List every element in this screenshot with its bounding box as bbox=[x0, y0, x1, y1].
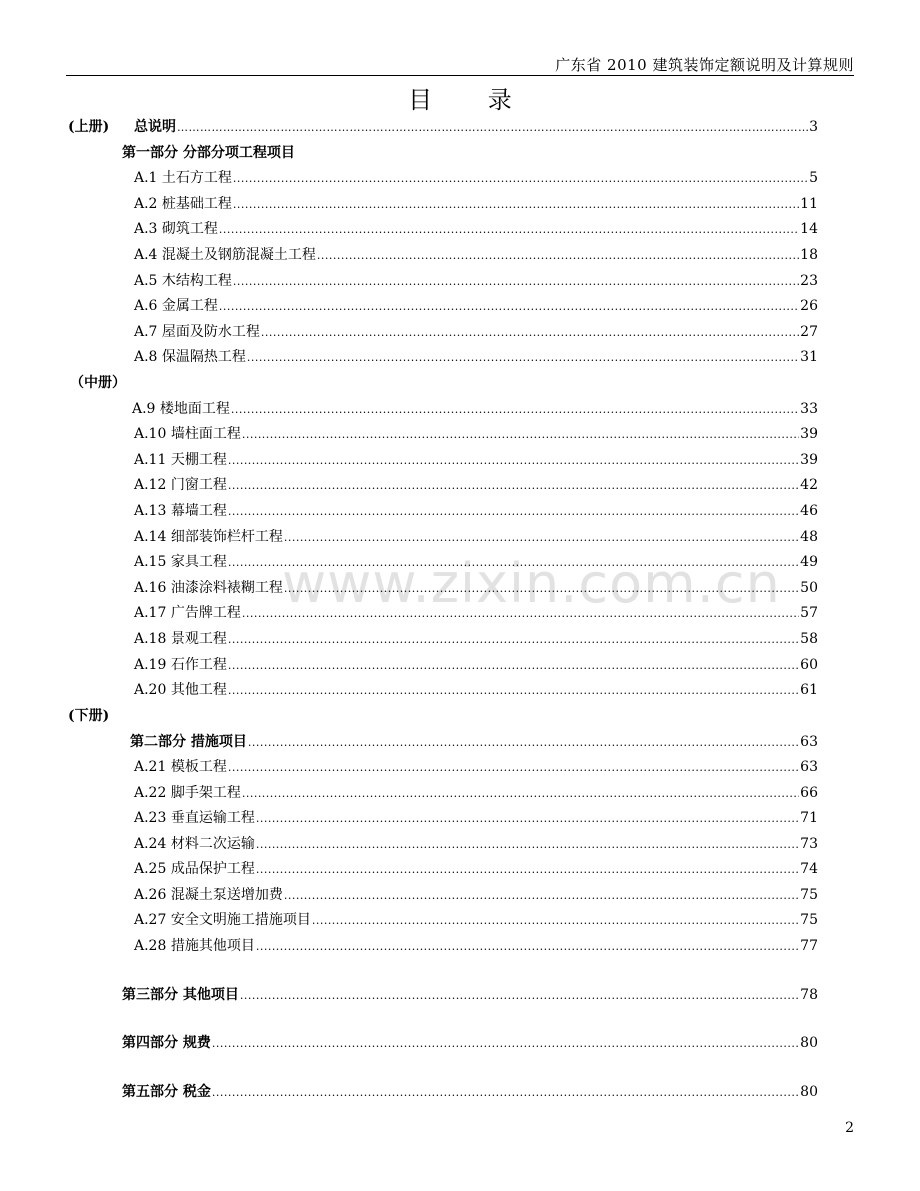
toc-entry-a7[interactable] bbox=[134, 321, 818, 341]
toc-entry-general[interactable] bbox=[68, 116, 818, 136]
toc-entry-label: A.2 桩基础工程 bbox=[134, 196, 232, 212]
toc-entry-label: A.4 混凝土及钢筋混凝土工程 bbox=[134, 247, 316, 263]
toc-entry-a24[interactable] bbox=[134, 833, 818, 853]
dot-leader bbox=[228, 761, 799, 774]
toc-entry-page: 3 bbox=[809, 119, 818, 135]
dot-leader bbox=[256, 863, 799, 876]
dot-leader bbox=[231, 403, 799, 416]
toc-entry-page: 60 bbox=[800, 657, 818, 673]
toc-entry-a5[interactable] bbox=[134, 270, 818, 290]
toc-entry-a25[interactable] bbox=[134, 858, 818, 878]
dot-leader bbox=[256, 838, 799, 851]
toc-entry-a10[interactable] bbox=[134, 423, 818, 443]
toc-entry-page: 73 bbox=[800, 836, 818, 852]
toc-entry-a1[interactable] bbox=[134, 167, 818, 187]
toc-entry-page: 14 bbox=[800, 221, 818, 237]
toc-entry-label: A.1 土石方工程 bbox=[134, 170, 232, 186]
toc-entry-a12[interactable] bbox=[134, 474, 818, 494]
toc-part-1[interactable] bbox=[122, 142, 295, 162]
dot-leader bbox=[219, 300, 799, 313]
toc-entry-page: 11 bbox=[800, 196, 818, 212]
toc-entry-a3[interactable] bbox=[134, 218, 818, 238]
toc-entry-a17[interactable] bbox=[134, 602, 818, 622]
toc-entry-a9[interactable] bbox=[132, 398, 818, 418]
toc-entry-label: A.11 天棚工程 bbox=[134, 452, 227, 468]
toc-entry-label: A.28 措施其他项目 bbox=[134, 938, 255, 954]
toc-entry-label: A.13 幕墙工程 bbox=[134, 503, 227, 519]
toc-entry-label: A.10 墙柱面工程 bbox=[134, 426, 241, 442]
toc-entry-page: 33 bbox=[800, 401, 818, 417]
toc-entry-a27[interactable] bbox=[134, 909, 818, 929]
dot-leader bbox=[233, 198, 799, 211]
toc-entry-label: A.21 模板工程 bbox=[134, 759, 227, 775]
toc-entry-a18[interactable] bbox=[134, 628, 818, 648]
dot-leader bbox=[284, 582, 799, 595]
toc-entry-a13[interactable] bbox=[134, 500, 818, 520]
toc-entry-a23[interactable] bbox=[134, 807, 818, 827]
toc-entry-a28[interactable] bbox=[134, 935, 818, 955]
toc-entry-page: 80 bbox=[800, 1035, 818, 1051]
dot-leader bbox=[242, 428, 799, 441]
dot-leader bbox=[284, 531, 799, 544]
toc-entry-page: 46 bbox=[800, 503, 818, 519]
dot-leader bbox=[228, 479, 799, 492]
toc-entry-label: A.17 广告牌工程 bbox=[134, 605, 241, 621]
toc-entry-page: 74 bbox=[800, 861, 818, 877]
toc-entry-page: 58 bbox=[800, 631, 818, 647]
toc-entry-page: 48 bbox=[800, 529, 818, 545]
watermark: www.zixin.com.cn bbox=[282, 552, 781, 615]
toc-entry-page: 42 bbox=[800, 477, 818, 493]
toc-entry-page: 39 bbox=[800, 426, 818, 442]
volume-label-upper: (上册) bbox=[68, 119, 110, 135]
toc-entry-page: 63 bbox=[800, 734, 818, 750]
toc-entry-page: 50 bbox=[800, 580, 818, 596]
toc-part-label: 第三部分 其他项目 bbox=[122, 987, 239, 1003]
toc-entry-label: A.20 其他工程 bbox=[134, 682, 227, 698]
toc-entry-label: A.27 安全文明施工措施项目 bbox=[134, 912, 311, 928]
toc-entry-label: A.8 保温隔热工程 bbox=[134, 349, 246, 365]
toc-entry-label: A.7 屋面及防水工程 bbox=[134, 324, 260, 340]
page-title: 目 录 bbox=[408, 86, 536, 114]
toc-entry-label: A.22 脚手架工程 bbox=[134, 785, 241, 801]
running-header: 广东省 2010 建筑装饰定额说明及计算规则 bbox=[555, 56, 854, 74]
toc-entry-page: 49 bbox=[800, 554, 818, 570]
page-number: 2 bbox=[845, 1120, 854, 1136]
dot-leader bbox=[248, 736, 799, 749]
toc-entry-a20[interactable] bbox=[134, 679, 818, 699]
toc-part-4[interactable] bbox=[122, 1032, 818, 1052]
dot-leader bbox=[312, 914, 799, 927]
volume-label-middle: （中册） bbox=[70, 375, 126, 391]
toc-entry-page: 75 bbox=[800, 912, 818, 928]
dot-leader bbox=[284, 889, 799, 902]
toc-entry-a19[interactable] bbox=[134, 654, 818, 674]
dot-leader bbox=[212, 1086, 799, 1099]
toc-entry-label: A.19 石作工程 bbox=[134, 657, 227, 673]
toc-entry-label: A.9 楼地面工程 bbox=[132, 401, 230, 417]
toc-entry-page: 61 bbox=[800, 682, 818, 698]
toc-entry-a11[interactable] bbox=[134, 449, 818, 469]
toc-entry-label: 总说明 bbox=[134, 119, 176, 135]
toc-entry-label: A.12 门窗工程 bbox=[134, 477, 227, 493]
toc-entry-page: 78 bbox=[800, 987, 818, 1003]
toc-entry-page: 77 bbox=[800, 938, 818, 954]
toc-entry-label: A.14 细部装饰栏杆工程 bbox=[134, 529, 283, 545]
dot-leader bbox=[212, 1037, 799, 1050]
toc-part-label: 第二部分 措施项目 bbox=[130, 734, 247, 750]
toc-entry-a21[interactable] bbox=[134, 756, 818, 776]
dot-leader bbox=[240, 989, 799, 1002]
dot-leader bbox=[242, 787, 799, 800]
toc-entry-page: 18 bbox=[800, 247, 818, 263]
toc-entry-label: A.25 成品保护工程 bbox=[134, 861, 255, 877]
toc-entry-label: A.24 材料二次运输 bbox=[134, 836, 255, 852]
dot-leader bbox=[228, 684, 799, 697]
toc-entry-a2[interactable] bbox=[134, 193, 818, 213]
toc-entry-page: 5 bbox=[809, 170, 818, 186]
toc-entry-page: 57 bbox=[800, 605, 818, 621]
toc-part-label: 第五部分 税金 bbox=[122, 1084, 211, 1100]
toc-part-label: 第四部分 规费 bbox=[122, 1035, 211, 1051]
toc-part-3[interactable] bbox=[122, 984, 818, 1004]
dot-leader bbox=[242, 607, 799, 620]
dot-leader bbox=[177, 121, 808, 134]
dot-leader bbox=[228, 633, 799, 646]
toc-part-2[interactable] bbox=[130, 731, 818, 751]
toc-entry-page: 31 bbox=[800, 349, 818, 365]
toc-entry-label: A.16 油漆涂料裱糊工程 bbox=[134, 580, 283, 596]
toc-entry-page: 26 bbox=[800, 298, 818, 314]
toc-entry-label: A.5 木结构工程 bbox=[134, 273, 232, 289]
dot-leader bbox=[228, 659, 799, 672]
toc-entry-label: A.6 金属工程 bbox=[134, 298, 218, 314]
toc-entry-page: 27 bbox=[800, 324, 818, 340]
toc-entry-a14[interactable] bbox=[134, 526, 818, 546]
toc-entry-page: 66 bbox=[800, 785, 818, 801]
toc-entry-label: A.3 砌筑工程 bbox=[134, 221, 218, 237]
toc-entry-label: A.23 垂直运输工程 bbox=[134, 810, 255, 826]
toc-entry-page: 39 bbox=[800, 452, 818, 468]
dot-leader bbox=[317, 249, 799, 262]
toc-part-label: 第一部分 分部分项工程项目 bbox=[122, 145, 295, 161]
dot-leader bbox=[228, 556, 799, 569]
toc-entry-label: A.26 混凝土泵送增加费 bbox=[134, 887, 283, 903]
toc-entry-a8[interactable] bbox=[134, 346, 818, 366]
dot-leader bbox=[228, 454, 799, 467]
dot-leader bbox=[233, 172, 808, 185]
dot-leader bbox=[219, 223, 799, 236]
dot-leader bbox=[228, 505, 799, 518]
dot-leader bbox=[261, 326, 799, 339]
toc-entry-a22[interactable] bbox=[134, 782, 818, 802]
toc-entry-page: 80 bbox=[800, 1084, 818, 1100]
dot-leader bbox=[233, 275, 799, 288]
dot-leader bbox=[247, 351, 799, 364]
toc-entry-a16[interactable] bbox=[134, 577, 818, 597]
toc-part-5[interactable] bbox=[122, 1081, 818, 1101]
toc-entry-page: 63 bbox=[800, 759, 818, 775]
toc-entry-label: A.15 家具工程 bbox=[134, 554, 227, 570]
header-rule bbox=[66, 75, 854, 76]
toc-entry-a15[interactable] bbox=[134, 551, 818, 571]
toc-entry-page: 23 bbox=[800, 273, 818, 289]
toc-entry-label: A.18 景观工程 bbox=[134, 631, 227, 647]
dot-leader bbox=[256, 940, 799, 953]
toc-entry-a26[interactable] bbox=[134, 884, 818, 904]
toc-entry-a6[interactable] bbox=[134, 295, 818, 315]
volume-label-lower: (下册) bbox=[68, 708, 110, 724]
dot-leader bbox=[256, 812, 799, 825]
toc-entry-page: 71 bbox=[800, 810, 818, 826]
toc-entry-a4[interactable] bbox=[134, 244, 818, 264]
toc-entry-page: 75 bbox=[800, 887, 818, 903]
